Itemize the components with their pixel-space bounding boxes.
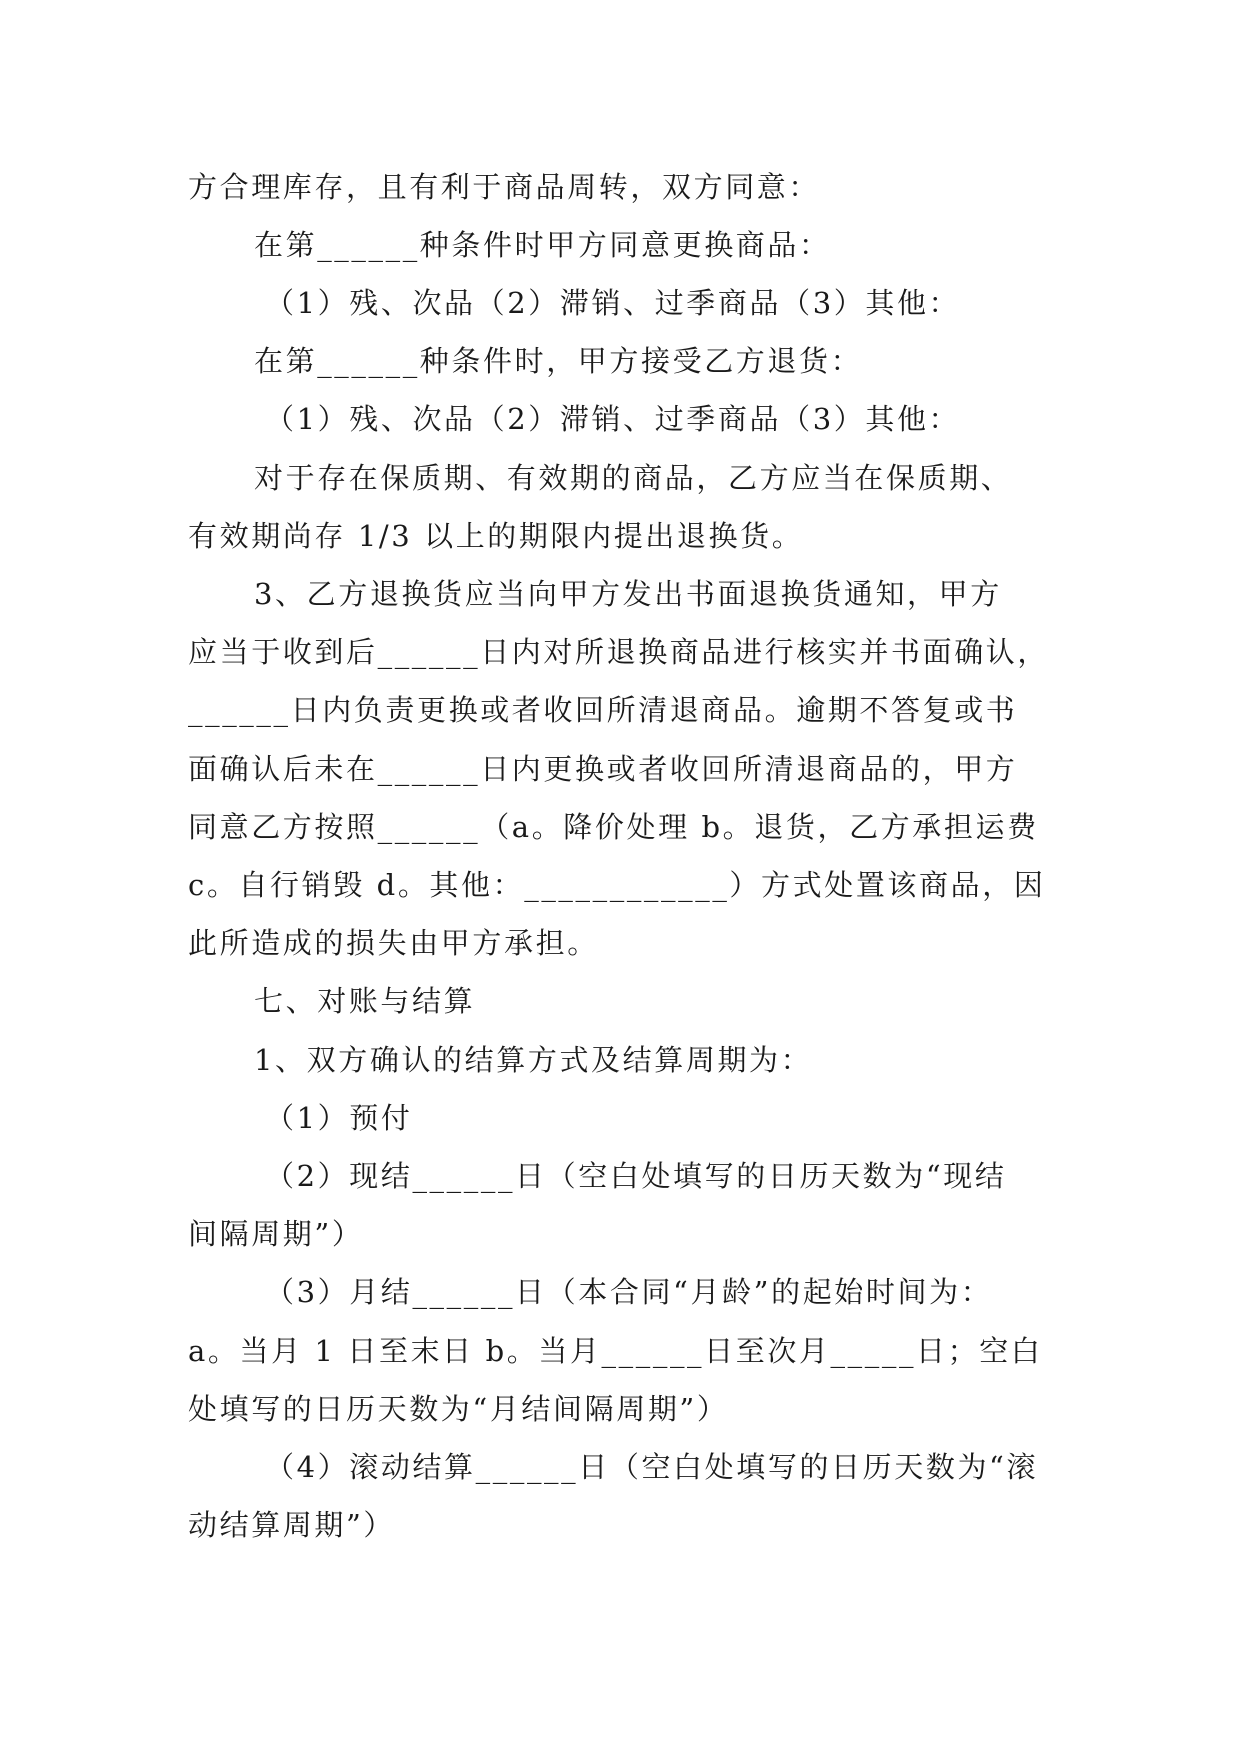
- text-line: a。当月 1 日至末日 b。当月______日至次月_____日；空白: [188, 1334, 1043, 1368]
- text-line: 有效期尚存 1/3 以上的期限内提出退换货。: [188, 519, 804, 553]
- text-line: 方合理库存，且有利于商品周转，双方同意：: [188, 170, 821, 204]
- section-heading: 七、对账与结算: [254, 984, 476, 1018]
- text-line: 此所造成的损失由甲方承担。: [188, 926, 599, 960]
- text-line: c。自行销毁 d。其他：____________）方式处置该商品，因: [188, 868, 1046, 902]
- text-line: 应当于收到后______日内对所退换商品进行核实并书面确认，: [188, 635, 1050, 669]
- text-line: 在第______种条件时，甲方接受乙方退货：: [254, 344, 863, 378]
- text-line: 处填写的日历天数为“月结间隔周期”）: [188, 1392, 729, 1426]
- text-line: （2）现结______日（空白处填写的日历天数为“现结: [265, 1159, 1007, 1193]
- text-line: 在第______种条件时甲方同意更换商品：: [254, 228, 831, 262]
- text-line: ______日内负责更换或者收回所清退商品。逾期不答复或书: [188, 693, 1018, 727]
- text-line: 间隔周期”）: [188, 1217, 364, 1251]
- text-line: 对于存在保质期、有效期的商品，乙方应当在保质期、: [254, 461, 1013, 495]
- text-line: （1）预付: [265, 1101, 413, 1135]
- text-line: 1、双方确认的结算方式及结算周期为：: [254, 1043, 813, 1077]
- text-line: （1）残、次品（2）滞销、过季商品（3）其他：: [265, 402, 961, 436]
- text-line: 同意乙方按照______（a。降价处理 b。退货，乙方承担运费: [188, 810, 1039, 844]
- text-line: 动结算周期”）: [188, 1508, 396, 1542]
- text-line: 面确认后未在______日内更换或者收回所清退商品的，甲方: [188, 752, 1018, 786]
- text-line: 3、乙方退换货应当向甲方发出书面退换货通知，甲方: [254, 577, 1002, 611]
- text-line: （1）残、次品（2）滞销、过季商品（3）其他：: [265, 286, 961, 320]
- text-line: （3）月结______日（本合同“月龄”的起始时间为：: [265, 1275, 993, 1309]
- text-line: （4）滚动结算______日（空白处填写的日历天数为“滚: [265, 1450, 1039, 1484]
